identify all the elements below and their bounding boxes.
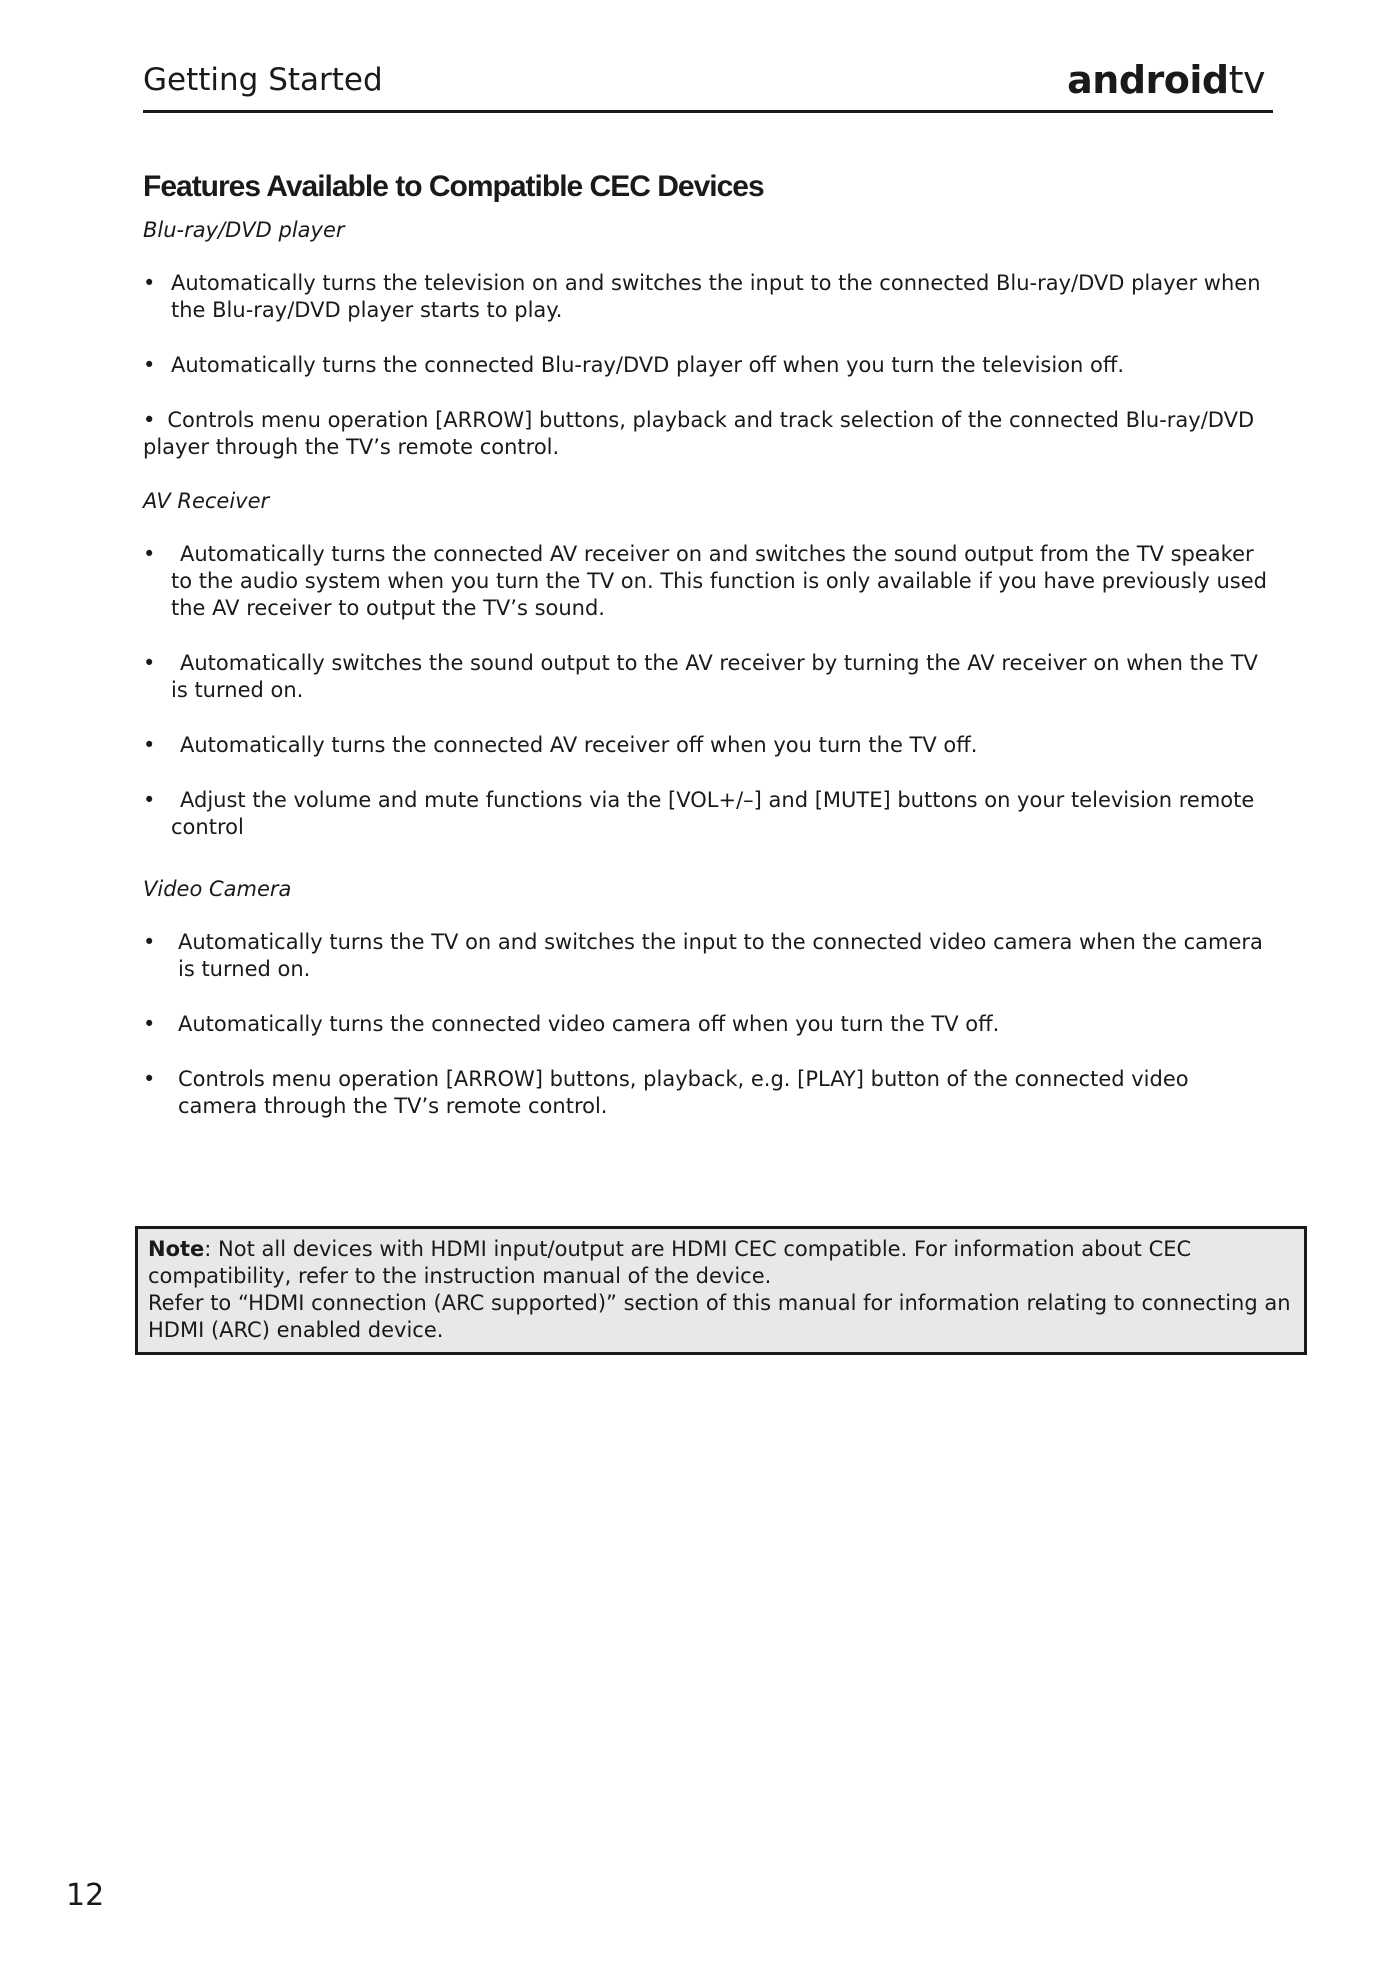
list-item bbox=[143, 407, 1273, 461]
header-title: Getting Started bbox=[143, 62, 383, 98]
list-item-text: Automatically switches the sound output to the AV receiver by turning the AV receiver on when the TV is turned on. bbox=[171, 651, 1258, 702]
list-item bbox=[143, 787, 1273, 841]
av-receiver-feature-list bbox=[143, 541, 1273, 841]
logo-text-tv: tv bbox=[1228, 58, 1265, 102]
note-label: Note bbox=[148, 1237, 205, 1261]
logo-text-android: android bbox=[1067, 58, 1229, 102]
note-box bbox=[135, 1226, 1307, 1355]
list-item bbox=[143, 541, 1273, 622]
list-item-text: Automatically turns the connected AV receiver off when you turn the TV off. bbox=[180, 733, 978, 757]
main-content bbox=[143, 170, 1273, 1148]
list-item bbox=[143, 732, 1273, 759]
subheading-video-camera: Video Camera bbox=[143, 877, 292, 901]
list-item-text: Adjust the volume and mute functions via the [VOL+/–] and [MUTE] buttons on your television remote control bbox=[171, 788, 1255, 839]
page-header bbox=[143, 58, 1273, 113]
note-text-2: Refer to “HDMI connection (ARC supported)” section of this manual for information relating to connecting an HDMI (ARC) enabled device. bbox=[148, 1291, 1291, 1342]
section-title: Features Available to Compatible CEC Devices bbox=[143, 170, 764, 203]
video-camera-feature-list bbox=[143, 929, 1273, 1120]
list-item bbox=[143, 650, 1273, 704]
note-paragraph-1 bbox=[148, 1236, 1294, 1290]
subheading-bluray: Blu-ray/DVD player bbox=[143, 218, 345, 242]
androidtv-logo bbox=[1067, 58, 1265, 102]
list-item: • Automatically turns the connected Blu-ray/DVD player off when you turn the television off. bbox=[143, 352, 1273, 379]
subheading-av-receiver: AV Receiver bbox=[143, 489, 270, 513]
list-item: • Automatically turns the television on and switches the input to the connected Blu-ray/DVD player when the Blu-ray/DVD player starts to play. bbox=[143, 270, 1273, 324]
list-item: • Controls menu operation [ARROW] buttons, playback, e.g. [PLAY] button of the connected video camera through the TV’s remote control. bbox=[143, 1066, 1273, 1120]
bullet-dot: • bbox=[143, 408, 156, 432]
list-item-text: Controls menu operation [ARROW] buttons, playback and track selection of the connected Blu-ray/DVD player through the TV’s remote control. bbox=[143, 408, 1255, 459]
page-number: 12 bbox=[66, 1878, 105, 1913]
list-item: • Automatically turns the connected video camera off when you turn the TV off. bbox=[143, 1011, 1273, 1038]
bluray-feature-list bbox=[143, 270, 1273, 461]
list-item: • Automatically turns the TV on and switches the input to the connected video camera when the camera is turned on. bbox=[143, 929, 1273, 983]
list-item-text: Automatically turns the connected AV receiver on and switches the sound output from the TV speaker to the audio system when you turn the TV on. This function is only available if you have previously used the AV receiver to output the TV’s sound. bbox=[171, 542, 1267, 620]
note-text-1: : Not all devices with HDMI input/output are HDMI CEC compatible. For information about CEC compatibility, refer to the instruction manual of the device. bbox=[148, 1237, 1192, 1288]
